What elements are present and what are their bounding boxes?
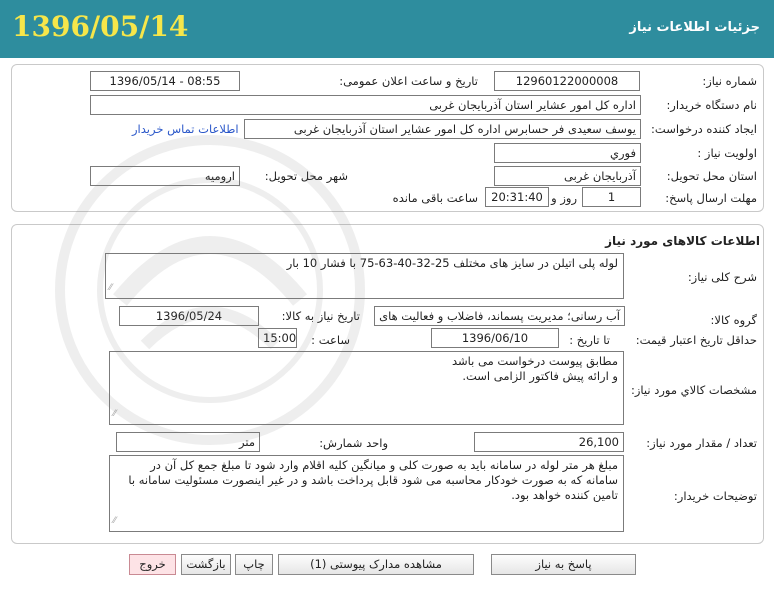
city-field: ارومیه — [90, 166, 240, 186]
requester-label: ایجاد کننده درخواست: — [651, 122, 757, 136]
need-date-field: 1396/05/24 — [119, 306, 259, 326]
goods-group-label: گروه کالا: — [710, 313, 757, 327]
summary-text: لوله پلی اتیلن در سایز های مختلف 25-32-40-63-75 با فشار 10 بار — [286, 256, 618, 270]
summary-label: شرح کلی نیاز: — [687, 270, 757, 284]
deadline-time-field: 20:31:40 — [485, 187, 549, 207]
reply-button[interactable]: پاسخ به نیاز — [491, 554, 636, 575]
buyer-notes-label: توضیحات خریدار: — [673, 489, 757, 503]
requester-field: یوسف سعیدی فر حسابرس اداره کل امور عشایر استان آذربایجان غربی — [244, 119, 641, 139]
summary-textarea — [105, 253, 624, 299]
exit-button[interactable]: خروج — [129, 554, 176, 575]
announce-field: 1396/05/14 - 08:55 — [90, 71, 240, 91]
priority-field: فوري — [494, 143, 641, 163]
city-label: شهر محل تحویل: — [264, 169, 348, 183]
to-date-label: تا تاریخ : — [569, 333, 610, 347]
buyer-notes-textarea — [109, 455, 624, 532]
days-word: روز و — [551, 191, 577, 205]
back-button[interactable]: بازگشت — [181, 554, 231, 575]
resize-grip-icon: ⁄⁄ — [109, 283, 113, 293]
resize-grip-icon: ⁄⁄ — [113, 409, 117, 419]
unit-field: متر — [116, 432, 260, 452]
attachments-button[interactable]: مشاهده مدارک پیوستی (1) — [278, 554, 474, 575]
qty-label: تعداد / مقدار مورد نیاز: — [646, 436, 757, 450]
deadline-label: مهلت ارسال پاسخ: — [665, 191, 757, 205]
buyer-notes-text: مبلغ هر متر لوله در سامانه باید به صورت کلی و میانگین کلیه اقلام وارد شود تا مبلغ جمع کل آن در سامانه که به صورت خودکار محاسبه می شود قابل پرداخت باشد و در غیر اینصورت مسئولیت سامانه با تامین کننده خواهد بود. — [128, 458, 618, 502]
validity-label: حداقل تاریخ اعتبار قیمت: — [635, 333, 757, 347]
need-date-label: تاریخ نیاز به کالا: — [281, 309, 360, 323]
goods-group-field: آب رسانی؛ مدیریت پسماند، فاضلاب و فعالیت های — [374, 306, 625, 326]
time-field: 15:00 — [258, 328, 297, 348]
specs-label: مشخصات کالاي مورد نياز: — [630, 383, 757, 397]
unit-label: واحد شمارش: — [319, 436, 388, 450]
goods-section-title: اطلاعات کالاهای مورد نیاز — [605, 234, 760, 248]
print-button[interactable]: چاپ — [235, 554, 273, 575]
need-number-field: 12960122000008 — [494, 71, 640, 91]
province-label: استان محل تحویل: — [666, 169, 757, 183]
header-date: 1396/05/14 — [12, 10, 189, 43]
page-title: جزئیات اطلاعات نیاز — [629, 20, 760, 35]
contact-buyer-link[interactable]: اطلاعات تماس خریدار — [132, 122, 239, 136]
specs-line-1: مطابق پیوست درخواست می باشد — [451, 354, 618, 368]
resize-grip-icon: ⁄⁄ — [113, 516, 117, 526]
buyer-org-field: اداره کل امور عشایر استان آذربایجان غربی — [90, 95, 641, 115]
announce-label: تاریخ و ساعت اعلان عمومی: — [339, 74, 478, 88]
time-label: ساعت : — [311, 333, 350, 347]
qty-field: 26,100 — [474, 432, 624, 452]
to-date-field: 1396/06/10 — [431, 328, 559, 348]
buyer-org-label: نام دستگاه خریدار: — [666, 98, 757, 112]
specs-line-2: و ارائه پیش فاکتور الزامی است. — [462, 369, 618, 383]
deadline-days-field: 1 — [582, 187, 641, 207]
need-number-label: شماره نیاز: — [702, 74, 757, 88]
priority-label: اولویت نیاز : — [697, 146, 757, 160]
province-field: آذربایجان غربی — [494, 166, 641, 186]
remaining-label: ساعت باقی مانده — [392, 191, 478, 205]
specs-textarea — [109, 351, 624, 425]
